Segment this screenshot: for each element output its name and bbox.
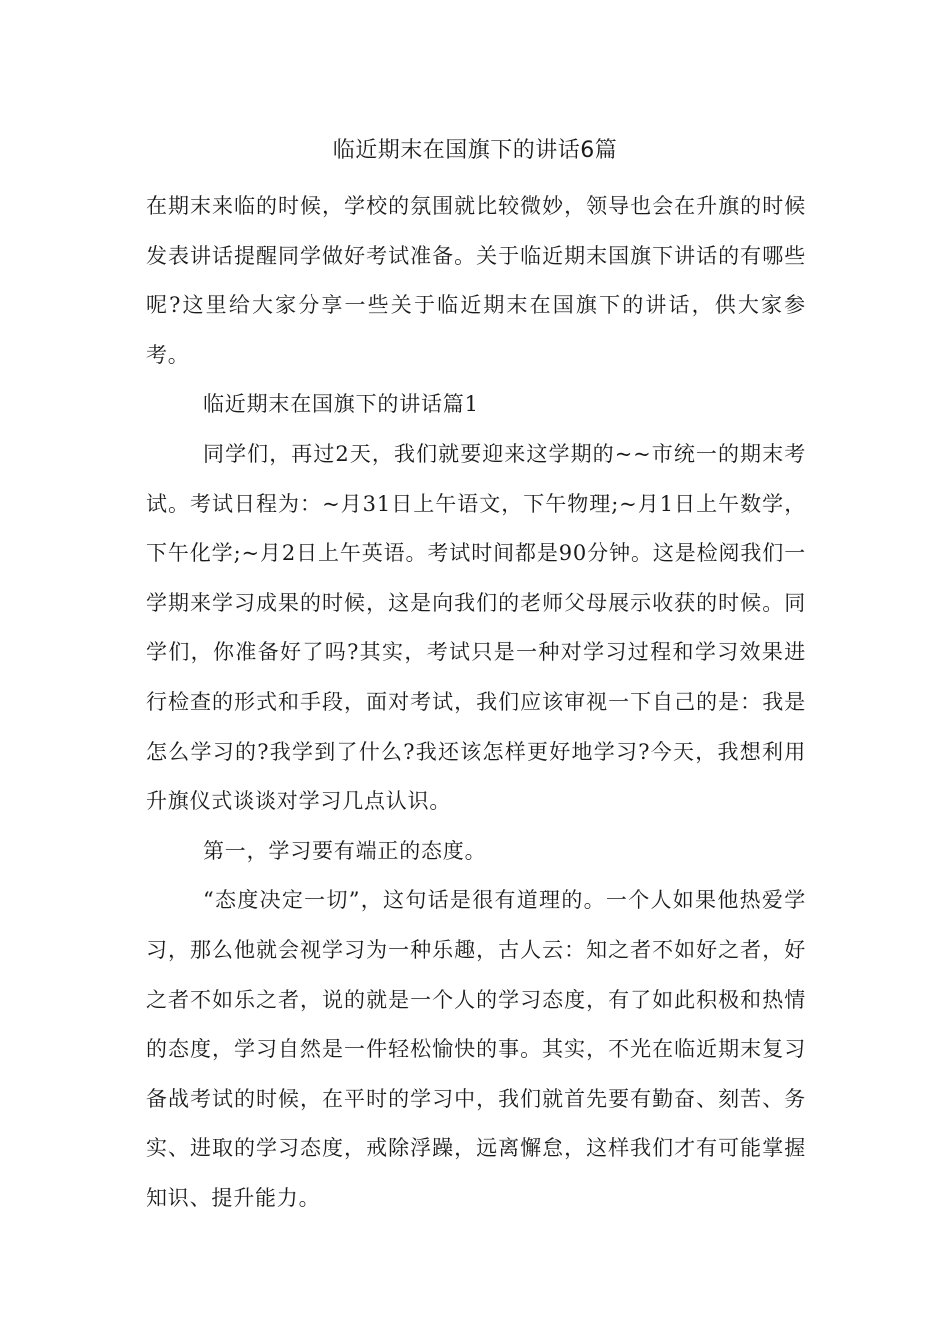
document-title: 临近期末在国旗下的讲话6篇	[332, 138, 618, 163]
point-heading: 第一，学习要有端正的态度。	[203, 838, 487, 863]
paragraph: 同学们，再过2天，我们就要迎来这学期的~~市统一的期末考试。考试日程为：~月31日上午语文，下午物理;~月1日上午数学，下午化学;~月2日上午英语。考试时间都是90分钟。这是检阅我们一学期来学习成果的时候，这是向我们的老师父母展示收获的时候。同学们，你准备好了吗?其实，考试只是一种对学习过程和学习效果进行检查的形式和手段，面对考试，我们应该审视一下自己的是：我是怎么学习的?我学到了什么?我还该怎样更好地学习?今天，我想利用升旗仪式谈谈对学习几点认识。	[146, 441, 806, 814]
section-heading: 临近期末在国旗下的讲话篇1	[203, 392, 479, 417]
document-body	[146, 182, 806, 1223]
intro-paragraph: 在期末来临的时候，学校的氛围就比较微妙，领导也会在升旗的时候发表讲话提醒同学做好考试准备。关于临近期末国旗下讲话的有哪些呢?这里给大家分享一些关于临近期末在国旗下的讲话，供大家参考。	[146, 194, 806, 367]
paragraph: “态度决定一切”，这句话是很有道理的。一个人如果他热爱学习，那么他就会视学习为一种乐趣，古人云：知之者不如好之者，好之者不如乐之者，说的就是一个人的学习态度，有了如此积极和热情的态度，学习自然是一件轻松愉快的事。其实，不光在临近期末复习备战考试的时候，在平时的学习中，我们就首先要有勤奋、刻苦、务实、进取的学习态度，戒除浮躁，远离懈怠，这样我们才有可能掌握知识、提升能力。	[146, 888, 806, 1210]
